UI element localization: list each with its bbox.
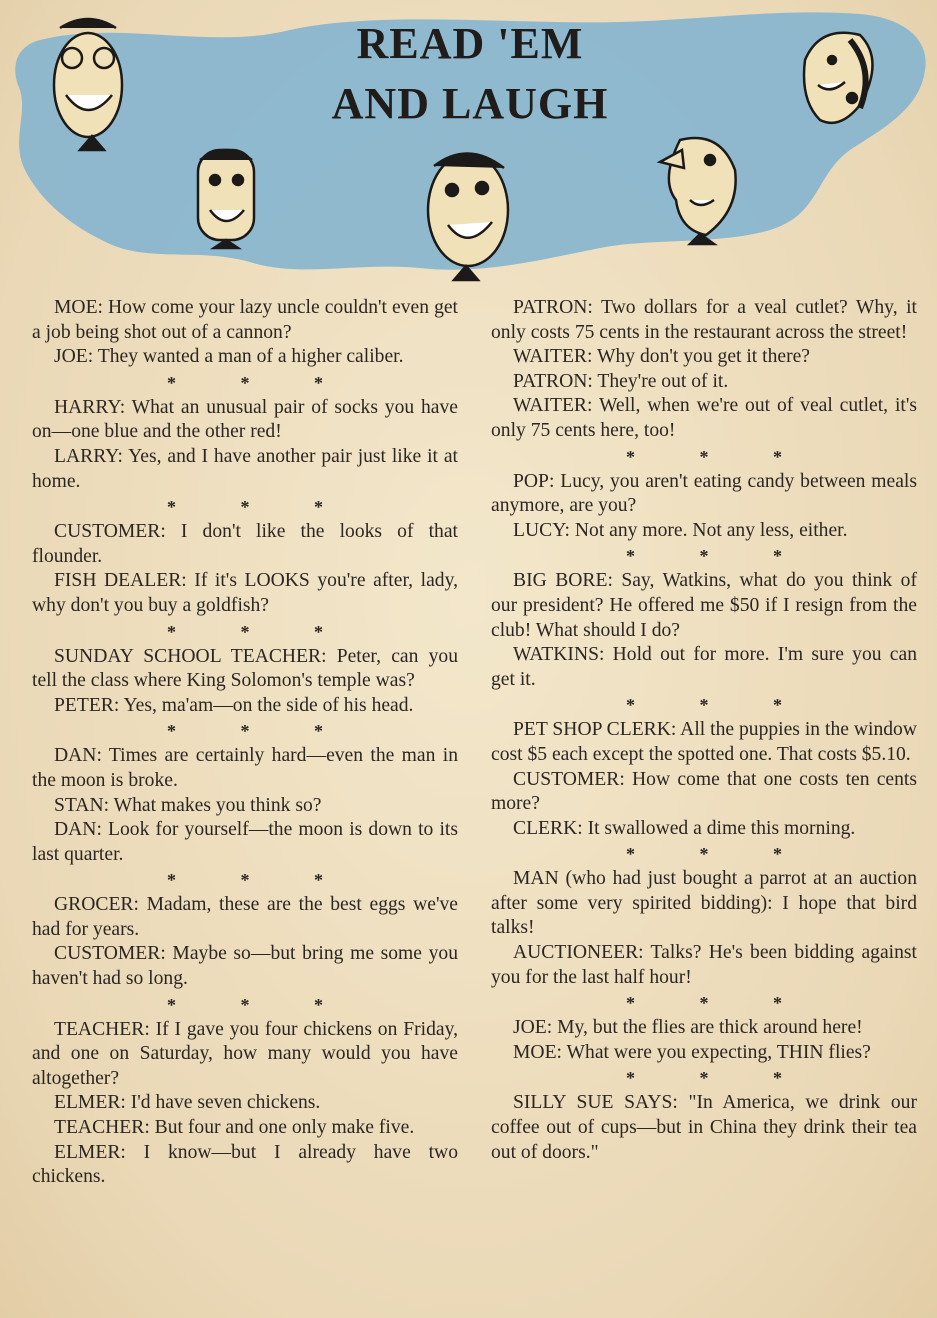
joke-moon <box>32 744 458 867</box>
joke-candy <box>491 470 917 544</box>
separator: * * * <box>626 844 812 865</box>
joke-line: SILLY SUE SAYS: "In America, we drink our coffee out of cups—but in China they drink their tea out of doors." <box>491 1092 917 1163</box>
joke-veal-cutlet <box>491 296 917 444</box>
joke-line: WAITER: Well, when we're out of veal cutlet, it's only 75 cents here, too! <box>491 395 917 441</box>
separator: * * * <box>167 870 353 891</box>
joke-line: PET SHOP CLERK: All the puppies in the window cost $5 each except the spotted one. That costs $5.10. <box>491 719 917 765</box>
joke-flies <box>491 1016 917 1065</box>
separator: * * * <box>167 721 353 742</box>
joke-line: POP: Lucy, you aren't eating candy between meals anymore, are you? <box>491 470 917 517</box>
joke-line: LUCY: Not any more. Not any less, either. <box>513 519 848 541</box>
joke-line: TEACHER: If I gave you four chickens on Friday, and one on Saturday, how many would you have altogether? <box>32 1018 458 1089</box>
joke-parrot <box>491 867 917 990</box>
joke-line: CUSTOMER: Maybe so—but bring me some you haven't had so long. <box>32 943 458 990</box>
separator: * * * <box>167 372 353 393</box>
joke-eggs <box>32 893 458 991</box>
joke-chickens <box>32 1018 458 1190</box>
joke-line: JOE: My, but the flies are thick around here! <box>513 1017 863 1039</box>
joke-flounder <box>32 520 458 618</box>
joke-line: FISH DEALER: If it's LOOKS you're after, lady, why don't you buy a goldfish? <box>32 570 458 616</box>
joke-line: JOE: They wanted a man of a higher caliber. <box>54 346 404 368</box>
joke-puppies <box>491 718 917 841</box>
joke-cannon <box>32 296 458 370</box>
joke-line: AUCTIONEER: Talks? He's been bidding against you for the last half hour! <box>491 942 917 988</box>
separator: * * * <box>626 1068 812 1089</box>
joke-line: HARRY: What an unusual pair of socks you have on—one blue and the other red! <box>32 396 458 443</box>
separator: * * * <box>626 546 812 567</box>
joke-line: ELMER: I'd have seven chickens. <box>54 1092 321 1114</box>
joke-line: CUSTOMER: How come that one costs ten cents more? <box>491 768 917 815</box>
header-banner <box>0 0 937 290</box>
joke-line: CUSTOMER: I don't like the looks of that flounder. <box>32 521 458 567</box>
joke-line: PETER: Yes, ma'am—on the side of his head. <box>54 694 414 716</box>
joke-line: DAN: Look for yourself—the moon is down to its last quarter. <box>32 819 458 865</box>
joke-solomon <box>32 645 458 719</box>
joke-silly-sue <box>491 1091 917 1165</box>
joke-line: WAITER: Why don't you get it there? <box>513 346 811 368</box>
page-title-line-1: READ 'EM <box>356 19 584 68</box>
joke-line: ELMER: I know—but I already have two chickens. <box>32 1141 458 1188</box>
joke-line: PATRON: They're out of it. <box>513 370 729 392</box>
right-column <box>491 296 917 1165</box>
joke-line: CLERK: It swallowed a dime this morning. <box>513 817 856 839</box>
cartoon-face-grin <box>198 150 254 248</box>
separator: * * * <box>167 994 353 1015</box>
joke-line: DAN: Times are certainly hard—even the man in the moon is broke. <box>32 745 458 791</box>
joke-line: SUNDAY SCHOOL TEACHER: Peter, can you tell the class where King Solomon's temple was? <box>32 645 458 692</box>
joke-line: MAN (who had just bought a parrot at an auction after some very spirited bidding): I hope that bird talks! <box>491 868 917 939</box>
joke-line: WATKINS: Hold out for more. I'm sure you can get it. <box>491 644 917 690</box>
joke-line: GROCER: Madam, these are the best eggs we've had for years. <box>32 894 458 940</box>
joke-line: BIG BORE: Say, Watkins, what do you think of our president? He offered me $50 if I resign from the club! What should I do? <box>491 570 917 641</box>
page-title-line-2: AND LAUGH <box>331 79 609 128</box>
joke-socks <box>32 396 458 494</box>
separator: * * * <box>626 993 812 1014</box>
joke-line: MOE: What were you expecting, THIN flies? <box>513 1041 871 1063</box>
joke-line: LARRY: Yes, and I have another pair just like it at home. <box>32 445 458 492</box>
joke-line: STAN: What makes you think so? <box>54 794 322 816</box>
separator: * * * <box>167 497 353 518</box>
separator: * * * <box>626 446 812 467</box>
joke-line: MOE: How come your lazy uncle couldn't even get a job being shot out of a cannon? <box>32 297 458 343</box>
joke-president <box>491 569 917 692</box>
separator: * * * <box>167 621 353 642</box>
joke-line: PATRON: Two dollars for a veal cutlet? Why, it only costs 75 cents in the restaurant across the street! <box>491 297 917 343</box>
separator: * * * <box>626 695 812 716</box>
joke-line: TEACHER: But four and one only make five. <box>54 1117 415 1139</box>
left-column <box>32 296 458 1190</box>
